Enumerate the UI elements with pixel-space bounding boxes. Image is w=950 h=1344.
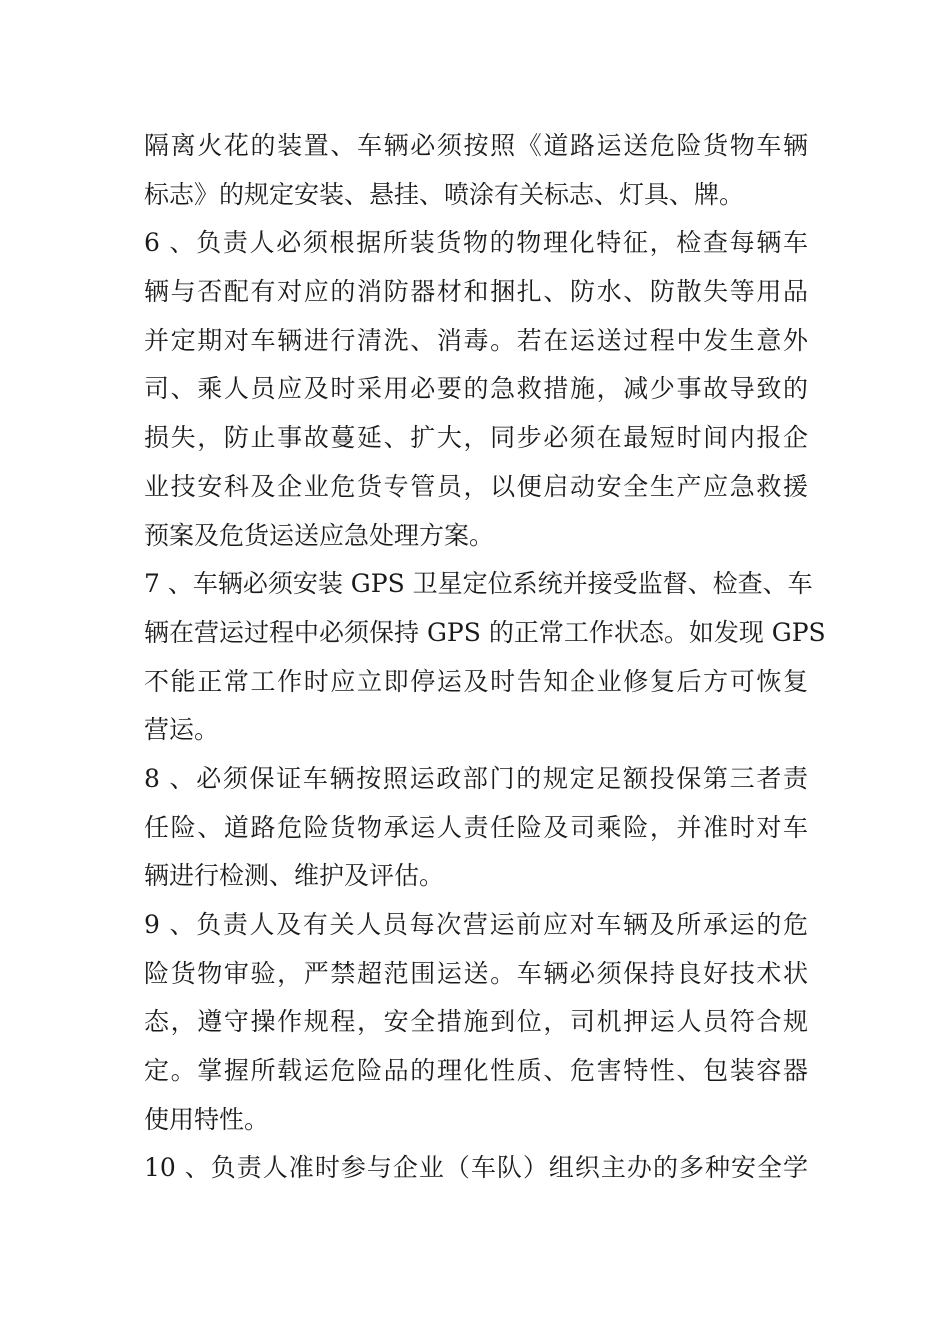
- text-line: 定。掌握所载运危险品的理化性质、危害特性、包装容器: [144, 1056, 808, 1086]
- text-line: 预案及危货运送应急处理方案。: [144, 520, 495, 550]
- text-line: 标志》的规定安装、悬挂、喷涂有关标志、灯具、牌。: [144, 179, 745, 209]
- text-line: 损失，防止事故蔓延、扩大，同步必须在最短时间内报企: [144, 423, 808, 453]
- text-line: 辆与否配有对应的消防器材和捆扎、防水、防散失等用品: [144, 277, 808, 307]
- text-line: 司、乘人员应及时采用必要的急救措施，减少事故导致的: [144, 374, 808, 404]
- text-line: 使用特性。: [144, 1104, 270, 1134]
- text-line: 辆进行检测、维护及评估。: [144, 861, 445, 891]
- text-line: 6 、负责人必须根据所装货物的物理化特征，检查每辆车: [144, 228, 808, 258]
- text-line: 险货物审验，严禁超范围运送。车辆必须保持良好技术状: [144, 958, 808, 988]
- text-line: 并定期对车辆进行清洗、消毒。若在运送过程中发生意外: [144, 325, 808, 355]
- text-line: 10 、负责人准时参与企业（车队）组织主办的多种安全学: [144, 1153, 808, 1183]
- body-text: [144, 122, 826, 1193]
- text-line: 隔离火花的装置、车辆必须按照《道路运送危险货物车辆: [144, 131, 808, 160]
- text-line: 7 、车辆必须安装 GPS 卫星定位系统并接受监督、检查、车: [144, 569, 813, 599]
- text-line: 9 、负责人及有关人员每次营运前应对车辆及所承运的危: [144, 910, 808, 939]
- text-line: 营运。: [144, 715, 220, 745]
- text-line: 辆在营运过程中必须保持 GPS 的正常工作状态。如发现 GPS: [144, 617, 826, 647]
- text-line: 业技安科及企业危货专管员，以便启动安全生产应急救援: [144, 471, 808, 501]
- text-line: 不能正常工作时应立即停运及时告知企业修复后方可恢复: [144, 666, 808, 696]
- text-line: 8 、必须保证车辆按照运政部门的规定足额投保第三者责: [144, 763, 808, 793]
- text-line: 任险、道路危险货物承运人责任险及司乘险，并准时对车: [144, 812, 808, 842]
- text-line: 态，遵守操作规程，安全措施到位，司机押运人员符合规: [144, 1007, 808, 1037]
